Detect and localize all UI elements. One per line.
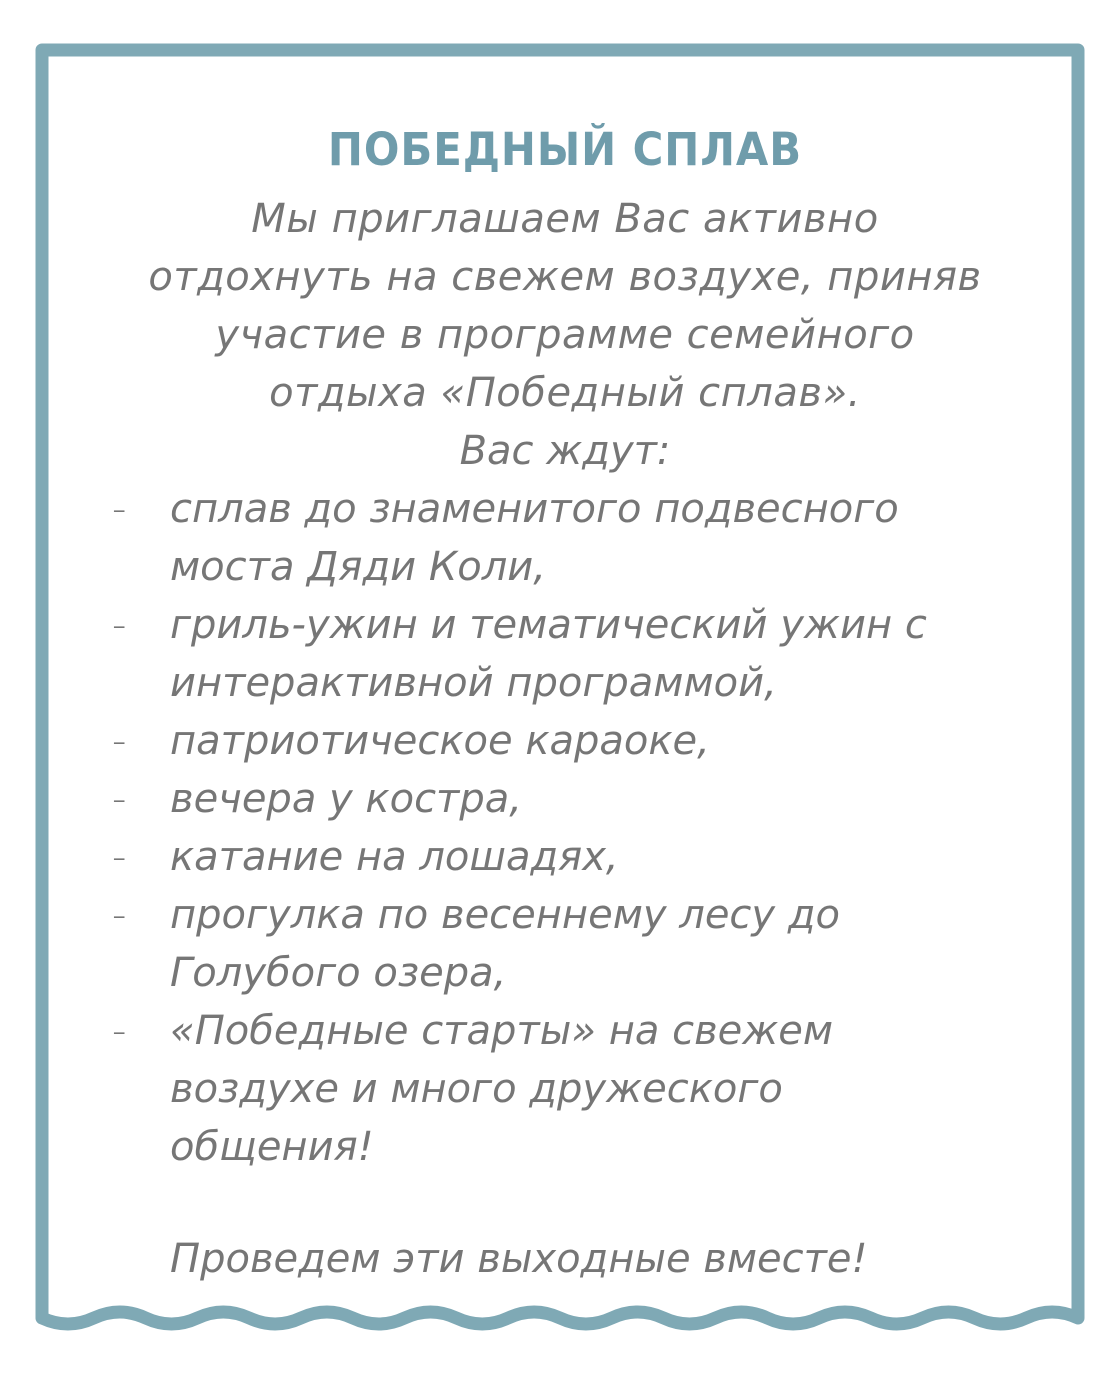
- list-item-line: гриль-ужин и тематический ужин с: [170, 602, 927, 648]
- list-item-line: моста Дяди Коли,: [170, 544, 546, 590]
- intro-line: отдыха «Победный сплав».: [269, 370, 861, 416]
- list-dash: -: [112, 602, 127, 648]
- list-item-line: Голубого озера,: [170, 950, 507, 996]
- list-item-line: сплав до знаменитого подвесного: [170, 486, 899, 532]
- list-item: [70, 596, 1060, 712]
- list-item: [70, 828, 1060, 886]
- list-item-line: вечера у костра,: [170, 776, 522, 822]
- list-item-line: воздухе и много дружеского: [170, 1066, 783, 1112]
- intro-line: Мы приглашаем Вас активно: [251, 196, 879, 242]
- list-dash: -: [112, 892, 127, 938]
- awaits-heading: Вас ждут:: [459, 428, 671, 474]
- list-item: [70, 770, 1060, 828]
- list-item-line: катание на лошадях,: [170, 834, 619, 880]
- list-dash: -: [112, 834, 127, 880]
- list-item: [70, 480, 1060, 596]
- intro-line: отдохнуть на свежем воздухе, приняв: [148, 254, 982, 300]
- list-item: [70, 886, 1060, 1002]
- list-item-line: патриотическое караоке,: [170, 718, 710, 764]
- closing-line: Проведем эти выходные вместе!: [170, 1236, 868, 1282]
- poster-title: ПОБЕДНЫЙ СПЛАВ: [327, 123, 803, 176]
- intro-paragraph: [70, 190, 1060, 422]
- list-dash: -: [112, 718, 127, 764]
- list-item-line: общения!: [170, 1124, 374, 1170]
- list-dash: -: [112, 1008, 127, 1054]
- poster-content: [70, 110, 1060, 1330]
- activities-list: [70, 480, 1060, 1176]
- intro-line: участие в программе семейного: [215, 312, 915, 358]
- list-dash: -: [112, 486, 127, 532]
- list-item: [70, 1002, 1060, 1176]
- list-item-line: «Победные старты» на свежем: [170, 1008, 834, 1054]
- list-item: [70, 712, 1060, 770]
- list-item-line: прогулка по весеннему лесу до: [170, 892, 840, 938]
- list-dash: -: [112, 776, 127, 822]
- list-item-line: интерактивной программой,: [170, 660, 777, 706]
